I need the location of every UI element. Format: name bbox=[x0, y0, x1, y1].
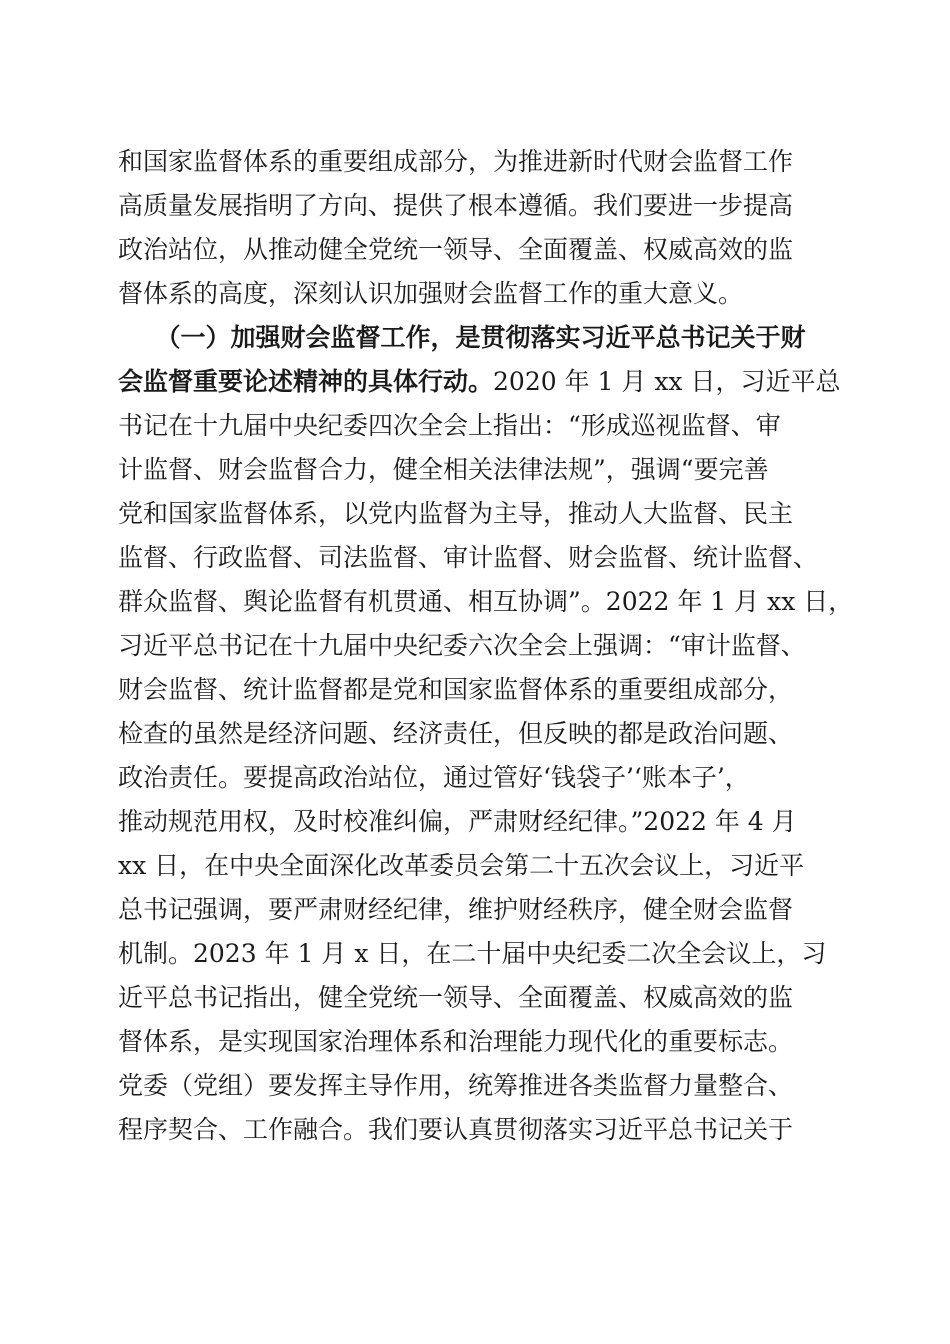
text-span: 2020 年 1 月 xx 日，习近平总 bbox=[493, 367, 841, 396]
text-line: 计监督、财会监督合力，健全相关法律法规”，强调“要完善 bbox=[118, 455, 769, 484]
text-line bbox=[118, 360, 841, 404]
text-line: 高质量发展指明了方向、提供了根本遵循。我们要进一步提高 bbox=[118, 191, 794, 220]
text-line: 和国家监督体系的重要组成部分，为推进新时代财会监督工作 bbox=[118, 147, 794, 176]
text-line: xx 日，在中央全面深化改革委员会第二十五次会议上，习近平 bbox=[118, 851, 805, 880]
text-line: 督体系的高度，深刻认识加强财会监督工作的重大意义。 bbox=[118, 279, 744, 308]
body-text bbox=[118, 140, 854, 1152]
text-line: 推动规范用权，及时校准纠偏，严肃财经纪律。”2022 年 4 月 bbox=[118, 807, 797, 836]
text-line: 财会监督、统计监督都是党和国家监督体系的重要组成部分， bbox=[118, 675, 794, 704]
text-line: 机制。2023 年 1 月 x 日，在二十届中央纪委二次全会议上，习 bbox=[118, 939, 827, 968]
section-heading-tail: 会监督重要论述精神的具体行动。 bbox=[118, 367, 494, 396]
text-line: 总书记强调，要严肃财经纪律，维护财经秩序，健全财会监督 bbox=[118, 895, 794, 924]
text-line: 书记在十九届中央纪委四次全会上指出：“形成巡视监督、审 bbox=[118, 411, 781, 440]
text-line: 监督、行政监督、司法监督、审计监督、财会监督、统计监督、 bbox=[118, 543, 819, 572]
text-line: 党委（党组）要发挥主导作用，统筹推进各类监督力量整合、 bbox=[118, 1071, 794, 1100]
text-line: 程序契合、工作融合。我们要认真贯彻落实习近平总书记关于 bbox=[118, 1115, 794, 1144]
text-line: 督体系，是实现国家治理体系和治理能力现代化的重要标志。 bbox=[118, 1027, 794, 1056]
text-line: 习近平总书记在十九届中央纪委六次全会上强调：“审计监督、 bbox=[118, 631, 806, 660]
text-line: 党和国家监督体系，以党内监督为主导，推动人大监督、民主 bbox=[118, 499, 794, 528]
section-heading-line: （一）加强财会监督工作，是贯彻落实习近平总书记关于财 bbox=[118, 323, 806, 352]
text-line: 检查的虽然是经济问题、经济责任，但反映的都是政治问题、 bbox=[118, 719, 794, 748]
text-line: 近平总书记指出，健全党统一领导、全面覆盖、权威高效的监 bbox=[118, 983, 794, 1012]
text-line: 政治站位，从推动健全党统一领导、全面覆盖、权威高效的监 bbox=[118, 235, 794, 264]
text-line: 群众监督、舆论监督有机贯通、相互协调”。2022 年 1 月 xx 日， bbox=[118, 587, 854, 616]
text-line: 政治责任。要提高政治站位，通过管好‘钱袋子’‘账本子’， bbox=[118, 763, 750, 792]
